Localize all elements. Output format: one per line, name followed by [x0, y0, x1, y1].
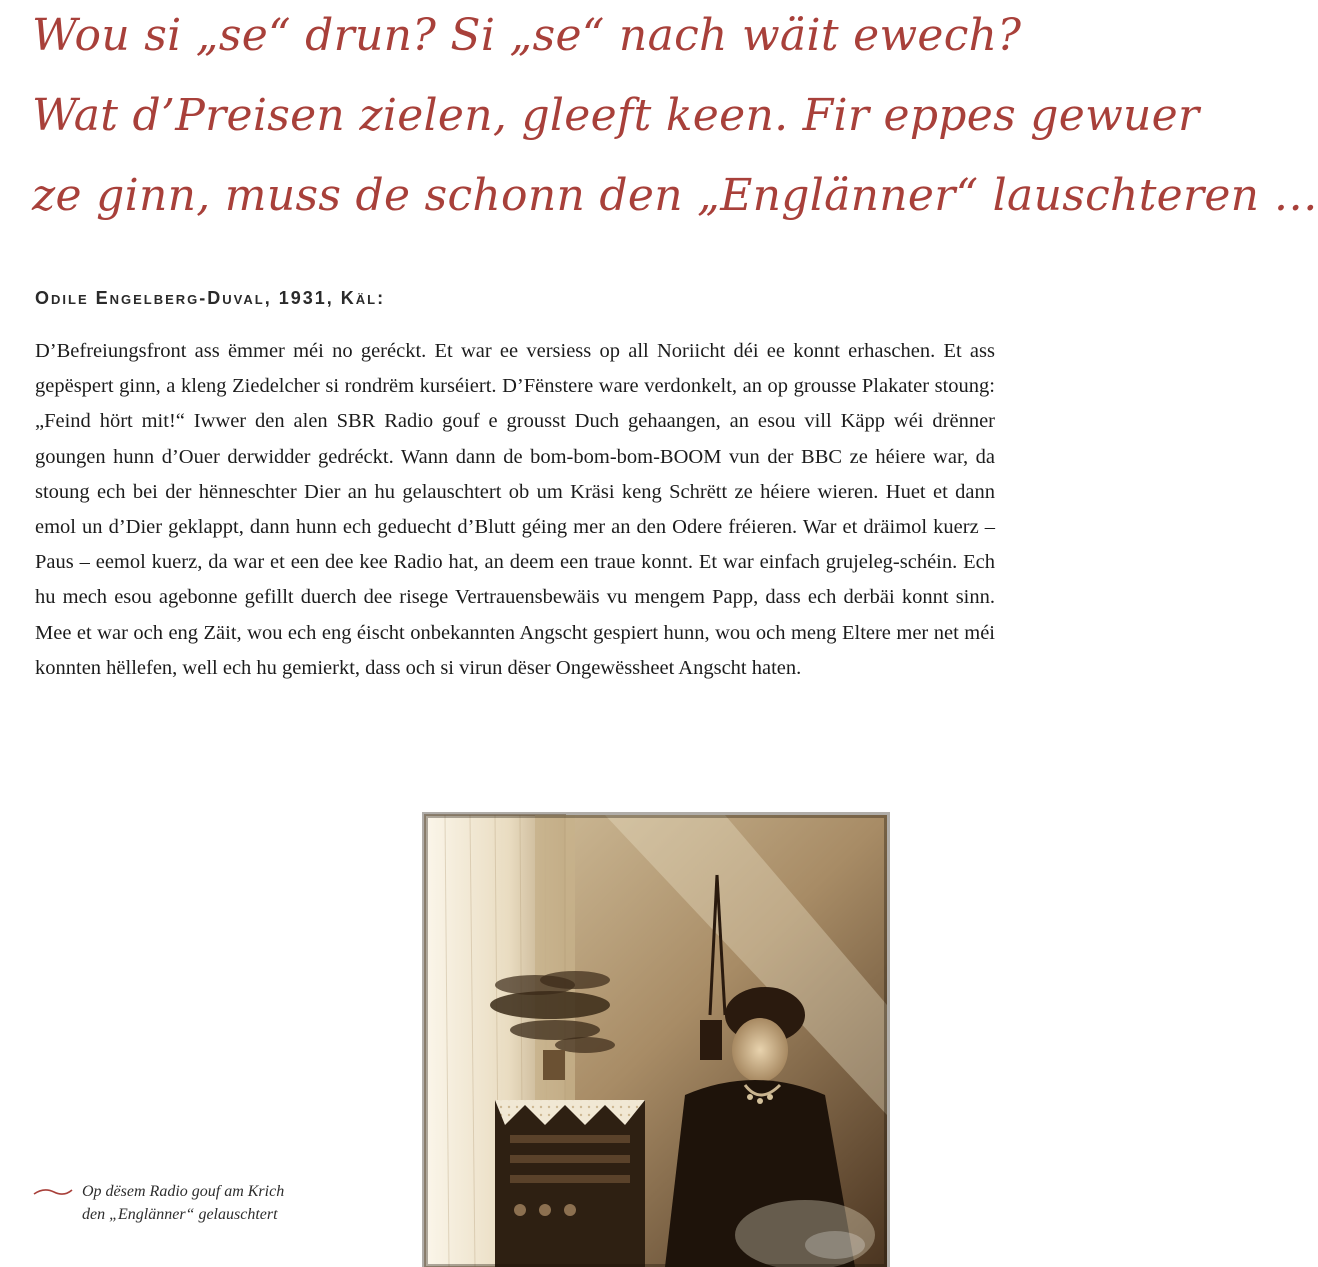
headline	[32, 10, 1318, 254]
photo	[425, 815, 887, 1267]
caption-swirl-icon	[32, 1185, 74, 1199]
caption-text	[82, 1180, 382, 1226]
body-text: D’Befreiungsfront ass ëmmer méi no geréckt. Et war ee versiess op all Noriicht déi ee konnt erhaschen. Et ass gepëspert ginn, a kleng Ziedelcher si rondrëm kurséiert. D’Fënstere ware verdonkelt, an op grousse Plakater stoung: „Feind hört mit!“ Iwwer den alen SBR Radio gouf e grousst Duch gehaangen, an esou vill Käpp wéi drënner goungen hunn d’Ouer derwidder gedréckt. Wann dann de bom-bom-bom-BOOM vun der BBC ze héiere war, da stoung ech bei der hënneschter Dier an hu gelauschtert ob um Kräsi keng Schrëtt ze héiere wieren. Huet et dann emol un d’Dier geklappt, dann hunn ech geduecht d’Blutt géing mer an den Odere fréieren. War et dräimol kuerz – Paus – eemol kuerz, da war et een dee kee Radio hat, an deem een traue konnt. Et war einfach grujeleg-schéin. Ech hu mech esou agebonne gefillt duerch dee risege Vertrauensbewäis vu mengem Papp, dass ech derbäi konnt sinn. Mee et war och eng Zäit, wou ech eng éischt onbekannten Angscht gespiert hunn, wou och meng Eltere mer net méi konnten hëllefen, well ech hu gemierkt, dass och si virun dëser Ongewëssheet Angscht haten.	[35, 340, 995, 679]
sepia-photo-woman-with-radio-icon	[425, 815, 887, 1267]
caption-line: den „Englänner“ gelauschtert	[82, 1206, 278, 1223]
byline: Odile Engelberg-Duval, 1931, Käl:	[35, 288, 386, 308]
headline-line: Wou si „se“ drun? Si „se“ nach wäit ewech?	[32, 10, 1022, 61]
headline-line: Wat d’Preisen zielen, gleeft keen. Fir eppes gewuer	[32, 90, 1200, 141]
headline-line: ze ginn, muss de schonn den „Englänner“ lauschteren …	[32, 170, 1318, 221]
caption-line: Op dësem Radio gouf am Krich	[82, 1183, 285, 1200]
